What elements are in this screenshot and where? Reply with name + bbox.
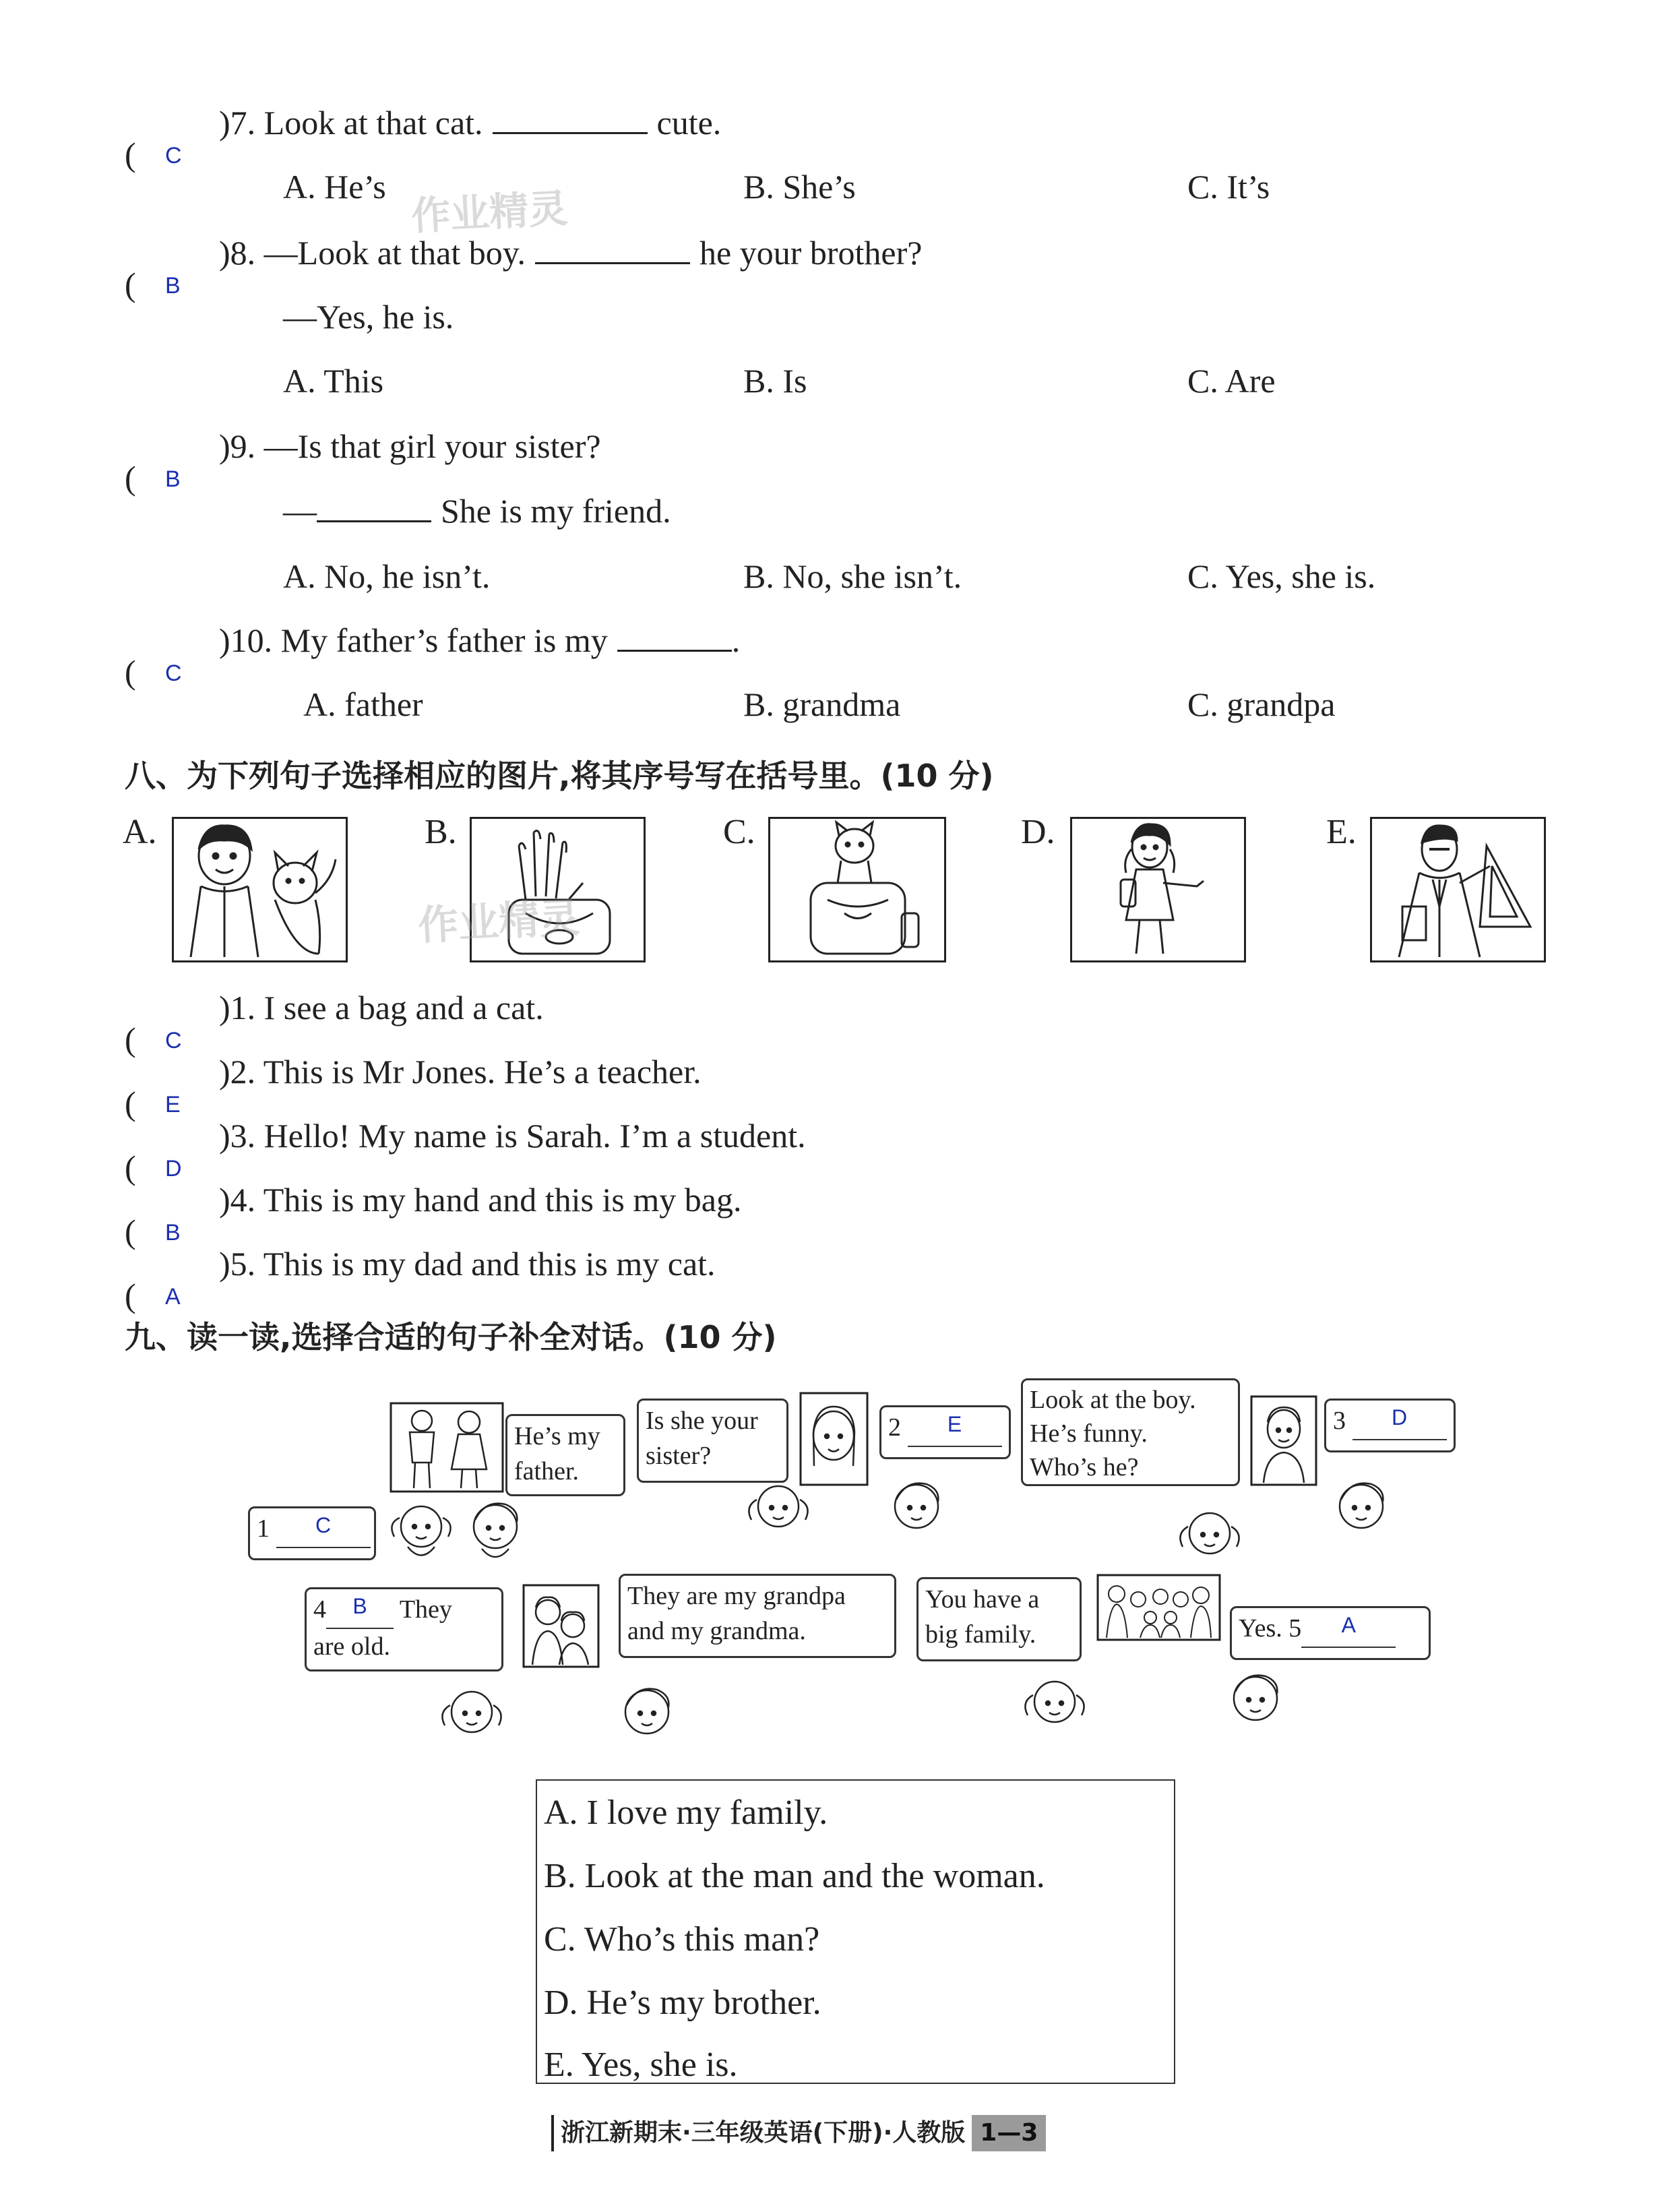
- speech-bubble-big-family: [916, 1577, 1082, 1661]
- bubble-line-1: [313, 1592, 495, 1629]
- bubble-line: You have a: [925, 1585, 1040, 1614]
- item-text: )5. This is my dad and this is my cat.: [219, 1245, 716, 1283]
- choice-b[interactable]: B. Look at the man and the woman.: [544, 1857, 1045, 1895]
- question-text-after: .: [731, 621, 741, 659]
- answer-blank[interactable]: [1301, 1612, 1396, 1648]
- match-item-2: ( E )2. This is Mr Jones. He’s a teacher.: [125, 1051, 702, 1092]
- item-text: )4. This is my hand and this is my bag.: [219, 1181, 742, 1219]
- girl-kid-figure: [431, 1678, 512, 1752]
- blank-number: 5: [1288, 1614, 1302, 1643]
- speech-bubble-grandparents: [619, 1574, 896, 1658]
- blank-number: 3: [1333, 1407, 1346, 1435]
- answer-mark: C: [315, 1513, 332, 1537]
- question-10: ( C )10. My father’s father is my .: [125, 620, 740, 661]
- bubble-text: Yes.: [1239, 1614, 1282, 1643]
- choice-d[interactable]: D. He’s my brother.: [544, 1984, 821, 2022]
- bubble-line: and my grandma.: [627, 1617, 806, 1645]
- answer-blank[interactable]: [493, 105, 648, 134]
- answer-blank[interactable]: [276, 1512, 371, 1548]
- big-family-picture: [1096, 1574, 1221, 1641]
- choice-e[interactable]: E. Yes, she is.: [544, 2046, 738, 2084]
- question-8: ( B )8. —Look at that boy. he your brother?: [125, 233, 922, 273]
- question-text: )7. Look at that cat.: [219, 104, 483, 142]
- speech-bubble-3: [1324, 1399, 1456, 1452]
- answer-mark: B: [352, 1594, 367, 1618]
- option-a[interactable]: A. father: [303, 685, 423, 723]
- option-a[interactable]: A. He’s: [283, 168, 386, 206]
- question-reply: —Yes, he is.: [283, 298, 454, 336]
- bubble-line: He’s funny.: [1030, 1419, 1148, 1448]
- speech-bubble-father: [505, 1414, 625, 1496]
- choice-a[interactable]: A. I love my family.: [544, 1793, 828, 1832]
- blank-number: 1: [257, 1514, 270, 1543]
- watermark: 作业精灵: [416, 894, 581, 950]
- option-c[interactable]: C. Yes, she is.: [1187, 557, 1376, 595]
- choice-c[interactable]: C. Who’s this man?: [544, 1920, 820, 1959]
- boy-and-cat-illustration: [174, 819, 346, 960]
- option-b[interactable]: B. grandma: [743, 685, 901, 723]
- answer-mark: C: [165, 143, 182, 168]
- picture-e: [1370, 817, 1546, 962]
- girl-kid-figure: [1169, 1500, 1250, 1574]
- option-a[interactable]: A. No, he isn’t.: [283, 557, 491, 595]
- answer-mark: A: [1341, 1613, 1356, 1637]
- grandparents-picture: [522, 1584, 600, 1668]
- bubble-line: father.: [514, 1457, 580, 1485]
- page-number: 1—3: [972, 2115, 1046, 2151]
- answer-blank[interactable]: [617, 623, 732, 652]
- answer-mark: E: [947, 1412, 962, 1436]
- answer-mark: D: [165, 1156, 182, 1181]
- question-reply: [283, 491, 671, 531]
- family-couple-picture: [390, 1402, 504, 1493]
- speech-bubble-boy: [1021, 1378, 1240, 1486]
- boy-kid-figure: [1218, 1661, 1293, 1736]
- match-item-5: ( A )5. This is my dad and this is my cat.: [125, 1244, 716, 1284]
- section-8-title: 八、为下列句子选择相应的图片,将其序号写在括号里。(10 分): [125, 758, 994, 794]
- option-c[interactable]: C. Are: [1187, 362, 1276, 400]
- picture-label-c: C.: [723, 813, 755, 851]
- answer-blank[interactable]: [1352, 1404, 1447, 1440]
- answer-mark: B: [165, 466, 181, 492]
- two-kids-figure: [374, 1490, 542, 1570]
- answer-mark: D: [1391, 1405, 1408, 1430]
- answer-mark: E: [165, 1092, 181, 1117]
- item-text: )3. Hello! My name is Sarah. I’m a student.: [219, 1117, 806, 1155]
- picture-label-a: A.: [123, 813, 157, 851]
- question-text-after: he your brother?: [699, 234, 923, 272]
- match-item-3: ( D )3. Hello! My name is Sarah. I’m a student.: [125, 1115, 806, 1156]
- answer-mark: C: [165, 661, 182, 686]
- item-text: )2. This is Mr Jones. He’s a teacher.: [219, 1053, 702, 1091]
- bubble-line: big family.: [925, 1620, 1036, 1649]
- bubble-text: They: [399, 1595, 452, 1624]
- speech-bubble-5: [1230, 1606, 1431, 1660]
- bubble-line: are old.: [313, 1632, 390, 1661]
- bubble-line: Is she your: [646, 1407, 758, 1435]
- speech-bubble-4: [305, 1587, 503, 1671]
- option-c[interactable]: C. It’s: [1187, 168, 1270, 206]
- section-9-title: 九、读一读,选择合适的句子补全对话。(10 分): [125, 1319, 777, 1355]
- picture-a: [172, 817, 348, 962]
- option-a[interactable]: A. This: [283, 362, 384, 400]
- bubble-line: Who’s he?: [1030, 1453, 1139, 1481]
- cat-on-bag-illustration: [770, 819, 944, 960]
- speech-bubble-2: [879, 1405, 1011, 1459]
- boy-kid-figure: [610, 1675, 684, 1749]
- question-text-after: cute.: [656, 104, 722, 142]
- question-text: )8. —Look at that boy.: [219, 234, 526, 272]
- option-b[interactable]: B. No, she isn’t.: [743, 557, 962, 595]
- question-7: ( C )7. Look at that cat. cute.: [125, 102, 721, 143]
- option-b[interactable]: B. Is: [743, 362, 807, 400]
- bubble-line: They are my grandpa: [627, 1582, 846, 1610]
- answer-mark: B: [165, 1220, 181, 1246]
- answer-mark: B: [165, 273, 181, 299]
- speech-bubble-sister: [637, 1399, 788, 1483]
- match-item-1: ( C )1. I see a bag and a cat.: [125, 987, 544, 1028]
- answer-blank[interactable]: [317, 493, 431, 522]
- page-footer: [551, 2115, 1046, 2151]
- match-item-4: ( B )4. This is my hand and this is my bag.: [125, 1179, 741, 1220]
- answer-mark: C: [165, 1028, 182, 1053]
- footer-title: 浙江新期末·三年级英语(下册)·人教版: [561, 2119, 966, 2147]
- option-b[interactable]: B. She’s: [743, 168, 856, 206]
- picture-label-d: D.: [1021, 813, 1055, 851]
- option-c[interactable]: C. grandpa: [1187, 685, 1336, 723]
- answer-blank[interactable]: [535, 235, 690, 264]
- boy-portrait-picture: [1250, 1395, 1317, 1486]
- bubble-line: Look at the boy.: [1030, 1386, 1196, 1414]
- girl-kid-figure: [1014, 1668, 1095, 1742]
- watermark: 作业精灵: [410, 185, 569, 240]
- sentence-choices-box: [536, 1779, 1175, 2084]
- picture-c: [768, 817, 946, 962]
- reply-text: She is my friend.: [441, 492, 671, 530]
- boy-kid-figure: [1324, 1469, 1398, 1543]
- question-text: )10. My father’s father is my: [219, 621, 608, 659]
- girl-portrait-picture: [799, 1392, 869, 1486]
- answer-mark: A: [165, 1284, 181, 1310]
- picture-label-b: B.: [425, 813, 457, 851]
- reply-dash: —: [283, 492, 317, 530]
- boy-kid-figure: [879, 1469, 954, 1543]
- blank-number: 2: [888, 1413, 901, 1442]
- girl-student-illustration: [1072, 819, 1244, 960]
- bubble-line: He’s my: [514, 1422, 600, 1450]
- item-text: )1. I see a bag and a cat.: [219, 989, 544, 1026]
- question-text: )9. —Is that girl your sister?: [219, 427, 601, 465]
- picture-d: [1070, 817, 1246, 962]
- teacher-illustration: [1372, 819, 1544, 960]
- blank-number: 4: [313, 1595, 326, 1624]
- answer-blank[interactable]: [908, 1411, 1002, 1447]
- question-9: ( B )9. —Is that girl your sister?: [125, 426, 601, 466]
- picture-label-e: E.: [1326, 813, 1357, 851]
- speech-bubble-1: [248, 1506, 376, 1560]
- girl-kid-figure: [738, 1473, 819, 1547]
- answer-blank[interactable]: [326, 1593, 394, 1629]
- bubble-line: sister?: [646, 1442, 712, 1470]
